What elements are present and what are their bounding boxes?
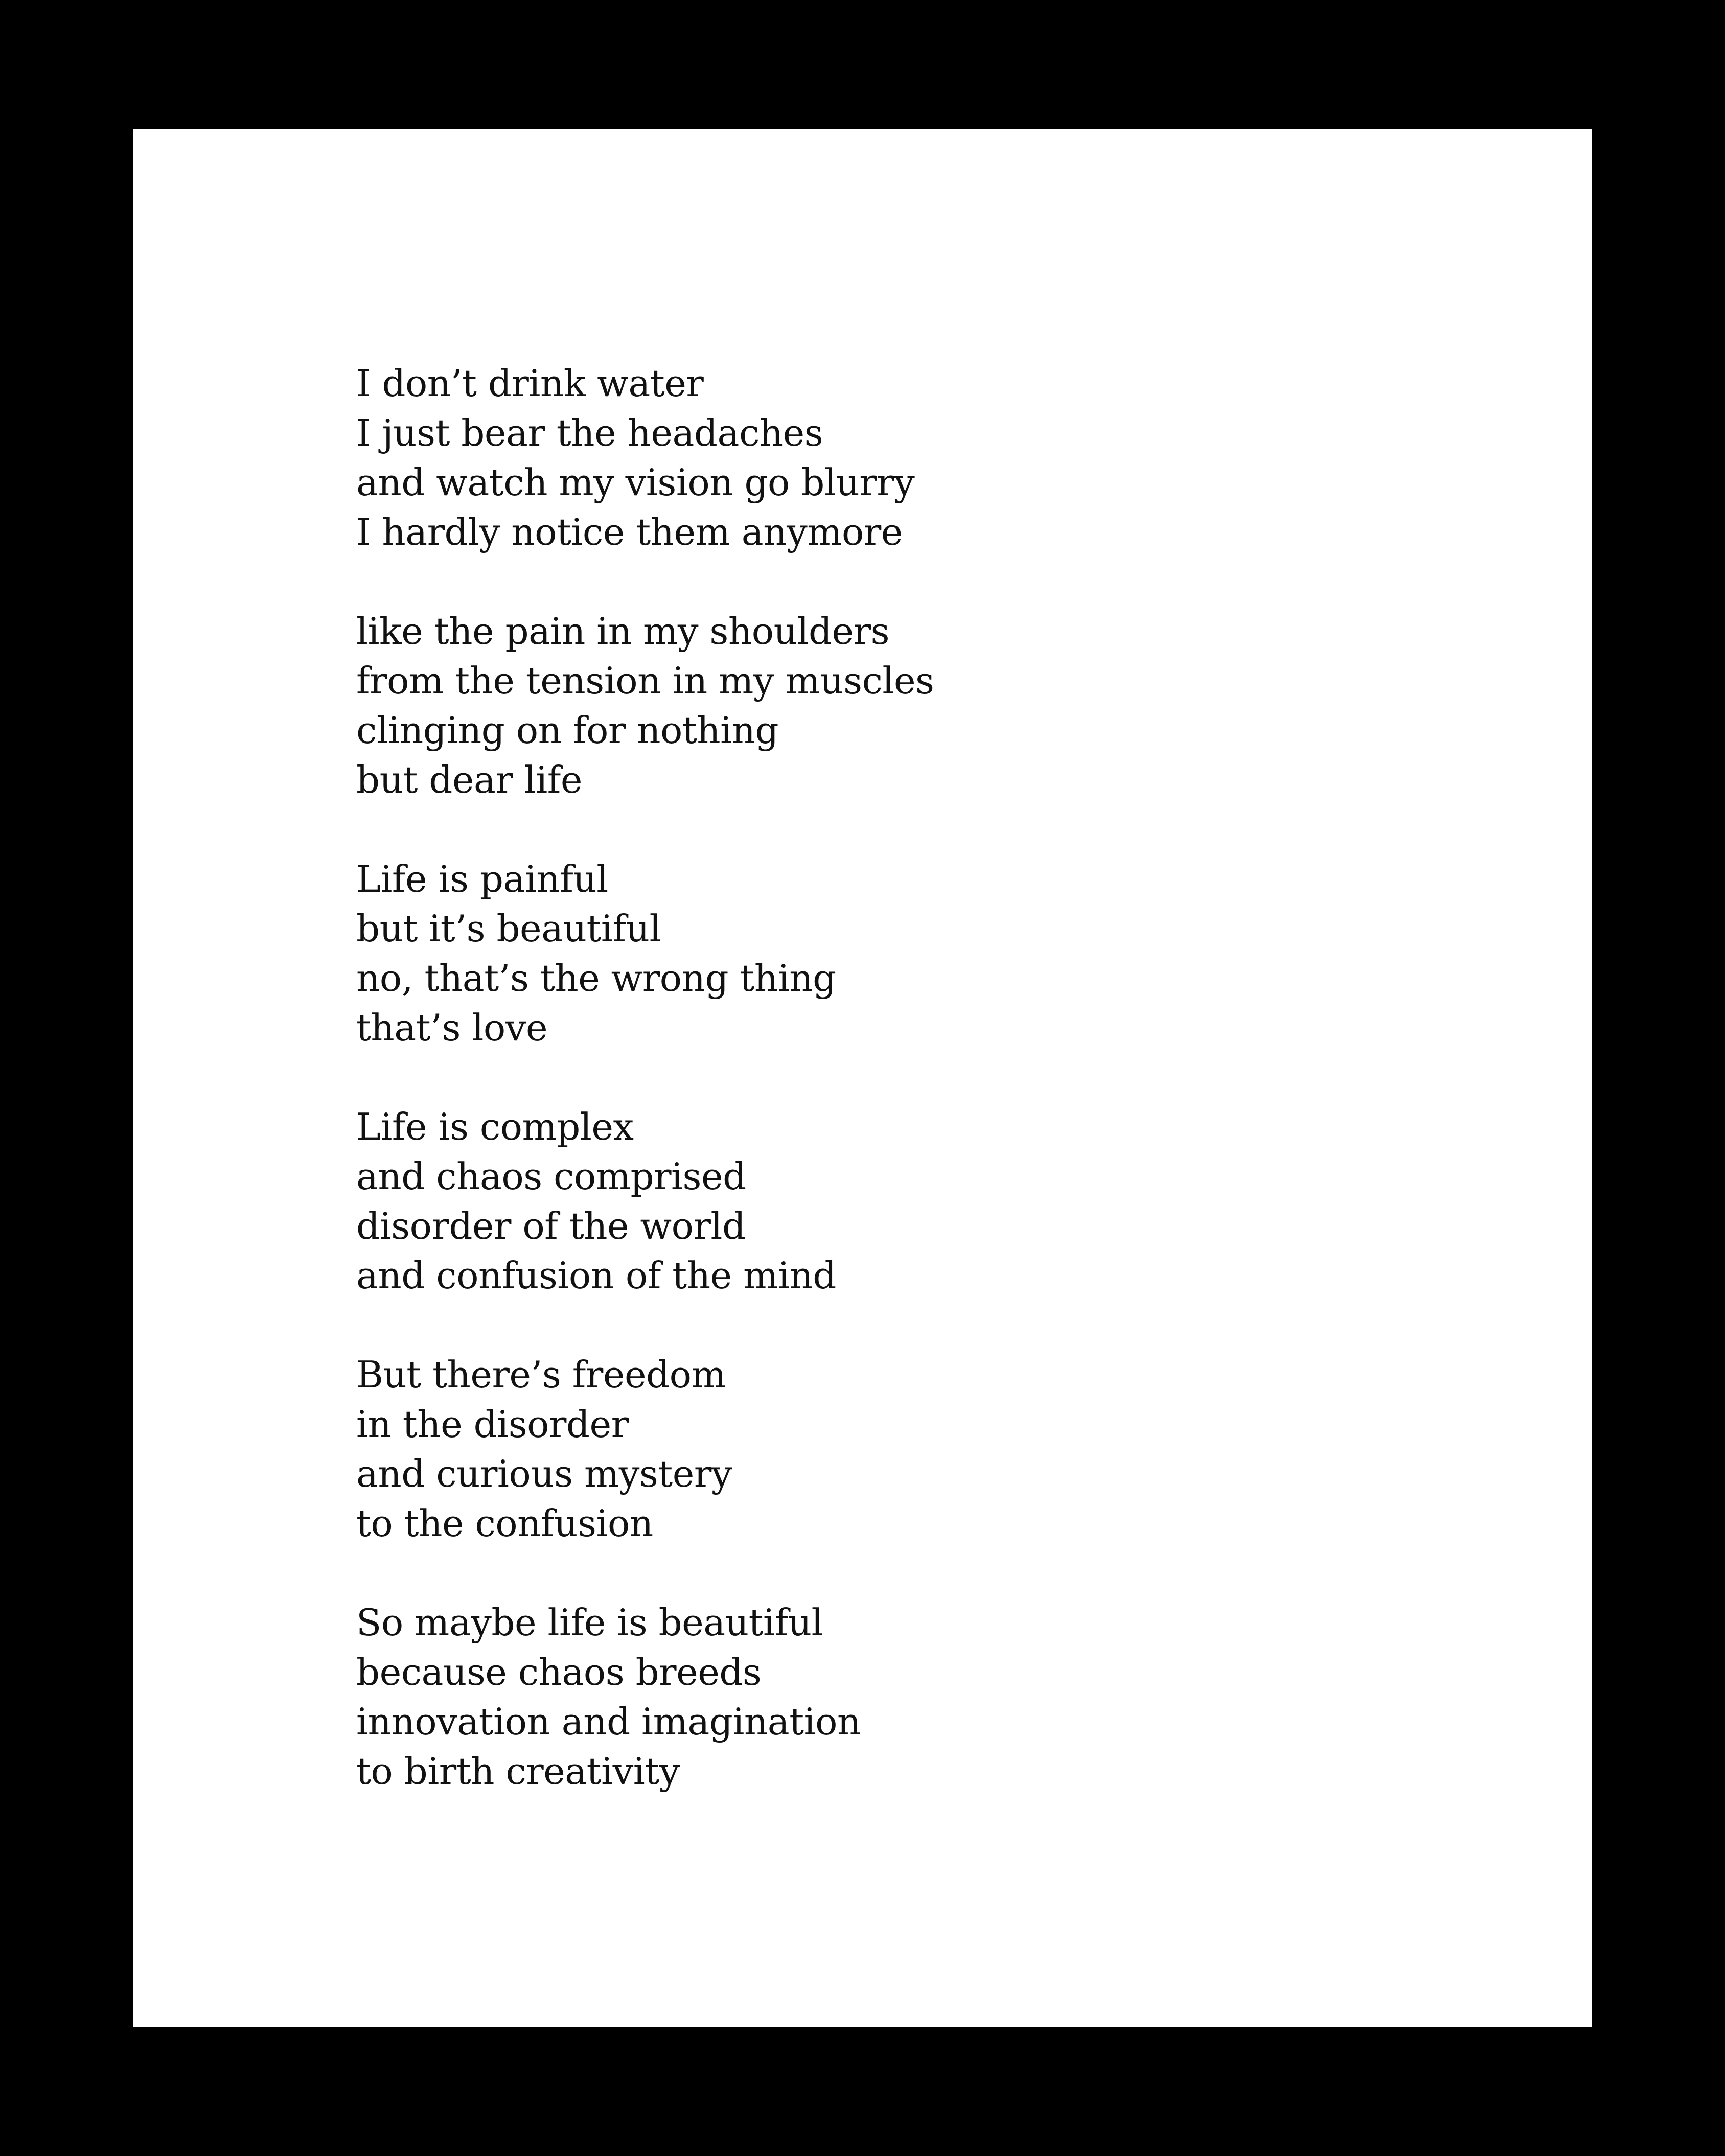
poem-line: But there’s freedom — [356, 1353, 726, 1396]
poem-line: I hardly notice them anymore — [356, 511, 903, 553]
poem-page — [133, 129, 1592, 2027]
poem-line: So maybe life is beautiful — [356, 1601, 823, 1644]
stanza-4 — [356, 1102, 934, 1301]
poem-line: to birth creativity — [356, 1750, 680, 1793]
stanza-5 — [356, 1350, 934, 1548]
poem-body — [356, 359, 934, 1796]
poem-line: clinging on for nothing — [356, 709, 779, 752]
poem-line: I don’t drink water — [356, 362, 704, 405]
poem-line: I just bear the headaches — [356, 411, 823, 454]
poem-line: but dear life — [356, 758, 583, 801]
poem-line: and watch my vision go blurry — [356, 461, 915, 504]
poem-line: because chaos breeds — [356, 1651, 762, 1694]
poem-line: innovation and imagination — [356, 1700, 861, 1743]
poem-line: that’s love — [356, 1006, 548, 1049]
poem-line: like the pain in my shoulders — [356, 610, 890, 653]
poem-line: Life is painful — [356, 857, 608, 900]
stanza-6 — [356, 1598, 934, 1796]
poem-line: and curious mystery — [356, 1452, 732, 1495]
poem-line: from the tension in my muscles — [356, 659, 934, 702]
poem-line: in the disorder — [356, 1403, 629, 1446]
stanza-2 — [356, 607, 934, 805]
stanza-3 — [356, 854, 934, 1053]
poem-line: no, that’s the wrong thing — [356, 957, 836, 1000]
poem-line: and chaos comprised — [356, 1155, 746, 1198]
poem-line: and confusion of the mind — [356, 1254, 836, 1297]
poem-line: disorder of the world — [356, 1204, 746, 1247]
poem-line: Life is complex — [356, 1105, 634, 1148]
poem-line: but it’s beautiful — [356, 907, 661, 950]
stanza-1 — [356, 359, 934, 557]
poem-line: to the confusion — [356, 1502, 653, 1545]
